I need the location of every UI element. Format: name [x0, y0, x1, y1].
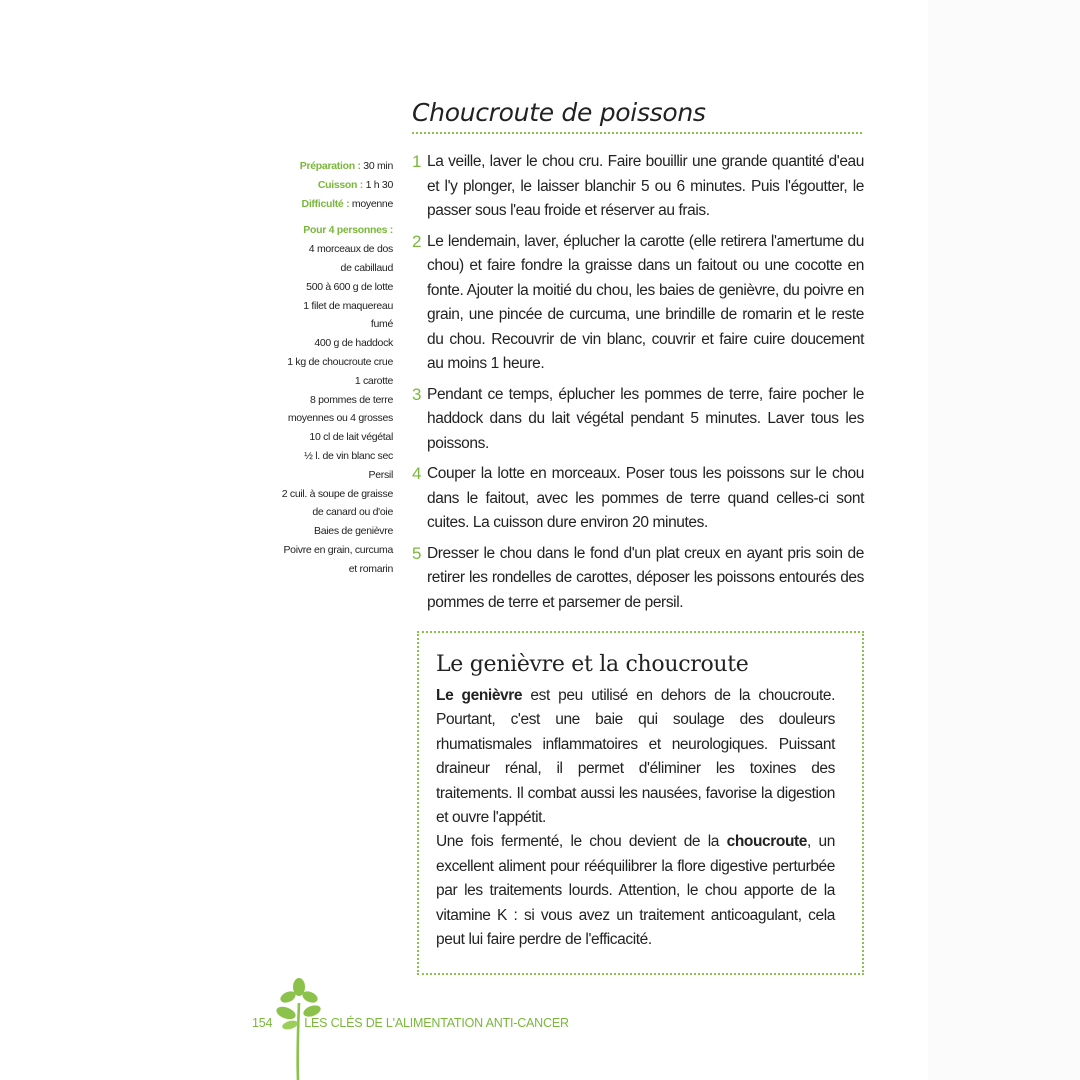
difficulte-value: moyenne	[351, 197, 393, 210]
info-bold-term: Le genièvre	[436, 687, 523, 704]
page-edge	[928, 0, 1080, 1080]
step-text: Pendant ce temps, éplucher les pommes de terre, faire pocher le haddock dans du lait végétal pendant 5 minutes. Laver tous les poissons.	[427, 385, 864, 452]
difficulte-row	[250, 195, 393, 214]
ingredient-line: fumé	[370, 318, 393, 331]
cuisson-row	[250, 176, 393, 195]
ingredient-line: moyennes ou 4 grosses	[287, 412, 393, 425]
cuisson-label: Cuisson :	[317, 178, 363, 191]
ingredient-line: Persil	[368, 468, 393, 481]
preparation-label: Préparation :	[299, 160, 361, 172]
recipe-step	[412, 383, 864, 457]
step-text: La veille, laver le chou cru. Faire bouillir une grande quantité d'eau et l'y plonger, le laisser blanchir 5 ou 6 minutes. Puis l'égoutter, le passer sous l'eau froide et réserver au frais.	[427, 153, 864, 219]
ingredient-list	[250, 240, 393, 578]
ingredient-line: 500 à 600 g de lotte	[306, 280, 393, 293]
recipe-step	[412, 230, 864, 377]
info-bold-term: choucroute	[726, 833, 808, 851]
ingredient-line: 2 cuil. à soupe de graisse	[281, 487, 393, 500]
ingredient-line: 1 filet de maquereau	[303, 299, 393, 312]
step-text: Le lendemain, laver, éplucher la carotte (elle retirera l'amertume du chou) et faire fondre la graisse dans un faitout ou une cocotte en fonte. Ajouter la moitié du chou, les baies de genièvre, du poivre en grain, une pincée de curcuma, une brindille de romarin et le reste du chou. Recouvrir de vin blanc, couvrir et faire cuire doucement au moins 1 heure.	[427, 232, 864, 372]
recipe-steps	[412, 150, 864, 621]
ingredient-line: et romarin	[348, 562, 393, 575]
step-number: 3	[412, 384, 422, 404]
ingredient-line: Baies de genièvre	[314, 525, 393, 538]
book-title: LES CLÉS DE L'ALIMENTATION ANTI-CANCER	[304, 1016, 569, 1030]
ingredient-line: ½ l. de vin blanc sec	[304, 449, 393, 462]
step-number: 5	[412, 543, 422, 563]
ingredient-line: 1 carotte	[354, 374, 393, 387]
step-number: 1	[412, 152, 422, 171]
info-box-title: Le genièvre et la choucroute	[436, 652, 749, 677]
step-text: Dresser le chou dans le fond d'un plat creux en ayant pris soin de retirer les rondelles de carottes, déposer les poissons entourés des pommes de terre et parsemer de persil.	[427, 544, 864, 611]
ingredient-line: 4 morceaux de dos	[308, 243, 393, 256]
step-number: 2	[412, 231, 422, 251]
meta-spacer	[250, 213, 393, 221]
info-text: est peu utilisé en dehors de la choucroute. Pourtant, c'est une baie qui soulage des douleurs rhumatismales inflammatoires et neurologiques. Puissant draineur rénal, il permet d'éliminer les toxines des traitements. Il combat aussi les nausées, favorise la digestion et ouvre l'appétit.	[436, 687, 835, 827]
info-box-body	[436, 684, 835, 952]
title-dotted-rule	[412, 132, 862, 134]
page-footer	[252, 1016, 569, 1030]
recipe-step	[412, 150, 864, 224]
ingredient-line: Poivre en grain, curcuma	[283, 543, 393, 556]
info-text: Une fois fermenté, le chou devient de la	[436, 833, 727, 851]
recipe-title: Choucroute de poissons	[412, 98, 706, 127]
recipe-meta	[250, 157, 393, 579]
cuisson-value: 1 h 30	[365, 178, 393, 191]
ingredient-line: de canard ou d'oie	[312, 506, 393, 519]
servings-label: Pour 4 personnes :	[303, 224, 393, 237]
recipe-step	[412, 542, 864, 616]
preparation-value: 30 min	[363, 160, 393, 172]
difficulte-label: Difficulté :	[301, 197, 350, 210]
preparation-row	[250, 157, 393, 176]
ingredient-line: 8 pommes de terre	[309, 393, 393, 406]
ingredient-line: de cabillaud	[340, 261, 393, 274]
recipe-step	[412, 462, 864, 536]
ingredient-line: 10 cl de lait végétal	[309, 431, 393, 444]
page-number: 154	[252, 1016, 273, 1030]
info-paragraph	[436, 684, 835, 830]
ingredient-line: 400 g de haddock	[314, 337, 393, 350]
info-paragraph	[436, 830, 835, 952]
ingredient-line: 1 kg de choucroute crue	[287, 355, 393, 368]
info-text: , un excellent aliment pour rééquilibrer la flore digestive perturbée par les traitements lourds. Attention, le chou apporte de la vitamine K : si vous avez un traitement anticoagulant, cela peut lui faire perdre de l'efficacité.	[436, 833, 835, 949]
step-number: 4	[412, 464, 422, 483]
step-text: Couper la lotte en morceaux. Poser tous les poissons sur le chou dans le faitout, avec les pommes de terre quand celles-ci sont cuites. La cuisson dure environ 20 minutes.	[427, 465, 864, 531]
